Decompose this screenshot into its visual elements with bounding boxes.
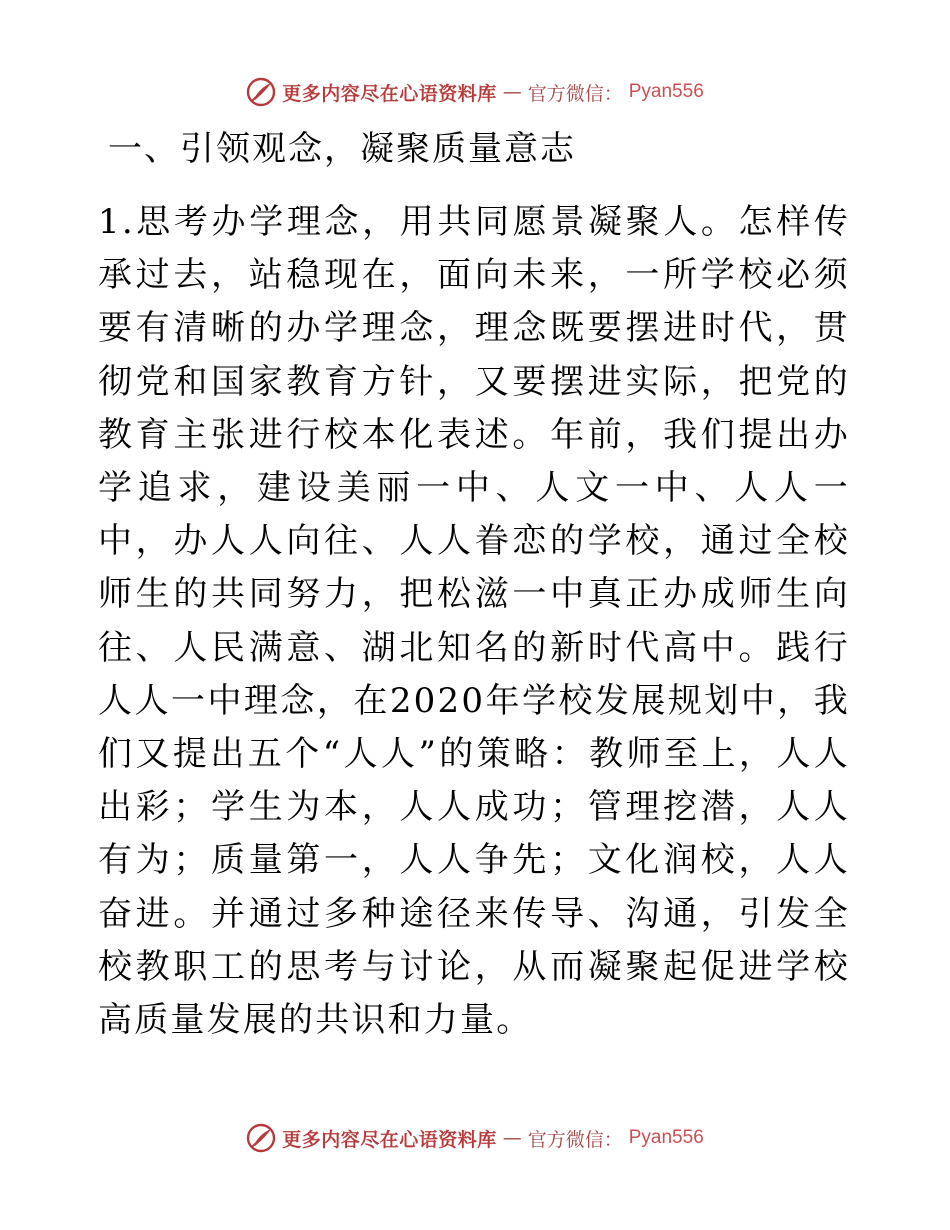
watermark-contact-id: Pyan556 xyxy=(628,1127,704,1148)
watermark-header xyxy=(0,72,950,112)
section-heading: 一、引领观念，凝聚质量意志 xyxy=(108,129,576,169)
watermark-contact-label: 官方微信： xyxy=(527,82,623,105)
watermark-contact-label: 官方微信： xyxy=(527,1128,623,1151)
watermark-separator: — xyxy=(502,81,522,103)
body-paragraph: 1.思考办学理念，用共同愿景凝聚人。怎样传承过去，站稳现在，面向未来，一所学校必须要有清晰的办学理念，理念既要摆进时代，贯彻党和国家教育方针，又要摆进实际，把党的教育主张进行校本化表述。年前，我们提出办学追求，建设美丽一中、人文一中、人人一中，办人人向往、人人眷恋的学校，通过全校师生的共同努力，把松滋一中真正办成师生向往、人民满意、湖北知名的新时代高中。践行人人一中理念，在2020年学校发展规划中，我们又提出五个“人人”的策略：教师至上，人人出彩；学生为本，人人成功；管理挖潜，人人有为；质量第一，人人争先；文化润校，人人奋进。并通过多种途径来传导、沟通，引发全校教职工的思考与讨论，从而凝聚起促进学校高质量发展的共识和力量。 xyxy=(98,202,850,1041)
watermark-footer xyxy=(0,1118,950,1158)
watermark-contact-id: Pyan556 xyxy=(628,81,704,102)
quill-logo-icon xyxy=(246,77,276,107)
watermark-separator: — xyxy=(502,1127,522,1149)
watermark-site-text: 更多内容尽在心语资料库 xyxy=(282,82,497,105)
quill-logo-icon xyxy=(246,1123,276,1153)
watermark-site-text: 更多内容尽在心语资料库 xyxy=(282,1128,497,1151)
